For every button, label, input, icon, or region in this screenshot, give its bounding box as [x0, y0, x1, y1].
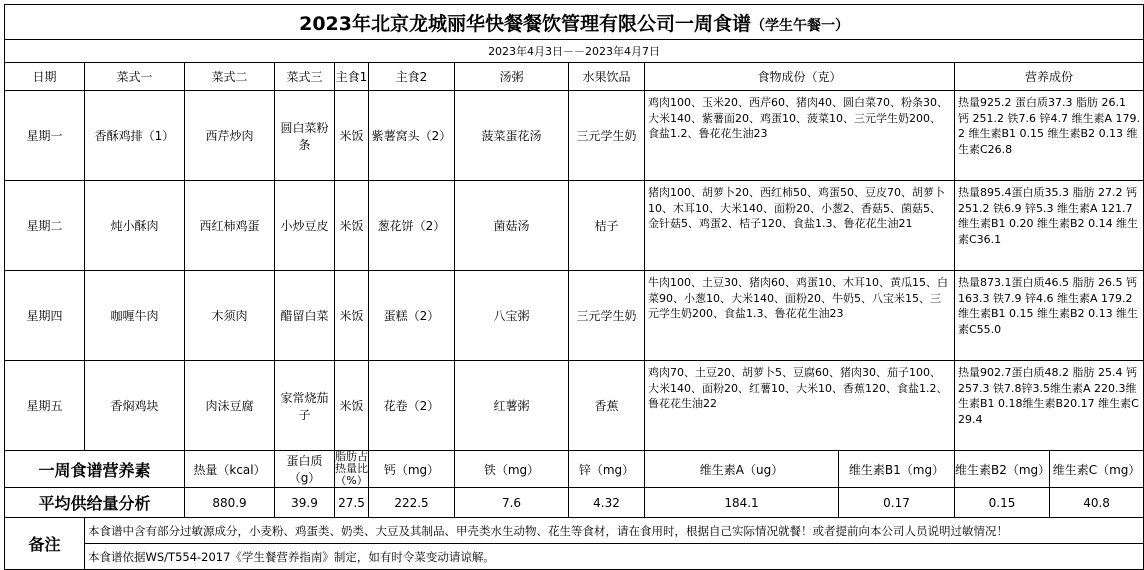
allergen-note: 本食谱中含有部分过敏源成分，小麦粉、鸡蛋类、奶类、大豆及其制品、甲壳类水生动物、花生等食材，请在食用时，根据自己实际情况就餐！或者提前向本公司人员说明过敏情况！ [85, 518, 1144, 544]
cell-ingredients: 猪肉100、胡萝卜20、西红柿50、鸡蛋50、豆皮70、胡萝卜10、木耳10、大米140、面粉20、小葱2、香菇5、菌菇5、金针菇5、鸡蛋2、桔子120、食盐1.3、鲁花花生油21 [645, 181, 955, 271]
cell-staple1: 米饭 [335, 181, 369, 271]
notes-label: 备注 [5, 518, 85, 570]
summary-val-fat-ratio: 27.5 [335, 488, 369, 518]
cell-day: 星期二 [5, 181, 85, 271]
cell-dish3: 小炒豆皮 [275, 181, 335, 271]
summary-val-vitamin-b2: 0.15 [955, 488, 1050, 518]
summary-val-vitamin-b1: 0.17 [839, 488, 955, 518]
header-nutrition: 营养成份 [955, 63, 1144, 91]
cell-dish2: 西红柿鸡蛋 [185, 181, 275, 271]
header-date: 日期 [5, 63, 85, 91]
summary-val-energy: 880.9 [185, 488, 275, 518]
cell-day: 星期一 [5, 91, 85, 181]
summary-col-iron: 铁（mg） [455, 451, 569, 488]
table-row [5, 361, 1144, 451]
cell-ingredients: 鸡肉100、玉米20、西芹60、猪肉40、圆白菜70、粉条30、大米140、紫薯面20、鸡蛋10、菠菜10、三元学生奶200、食盐1.2、鲁花花生油23 [645, 91, 955, 181]
cell-dish1: 咖喱牛肉 [85, 271, 185, 361]
cell-ingredients: 牛肉100、土豆30、猪肉60、鸡蛋10、木耳10、黄瓜15、白菜90、小葱10、大米140、面粉20、牛奶5、八宝米15、三元学生奶200、食盐1.3、鲁花花生油23 [645, 271, 955, 361]
summary-col-vitamin-a: 维生素A（ug） [645, 451, 839, 488]
cell-nutrition: 热量902.7蛋白质48.2 脂肪 25.4 钙257.3 铁7.8锌3.5维生素A 220.3维生素B1 0.18维生素B20.17 维生素C 29.4 [955, 361, 1144, 451]
cell-nutrition: 热量895.4蛋白质35.3 脂肪 27.2 钙 251.2 铁6.9 锌5.3 维生素A 121.7 维生素B1 0.20 维生素B2 0.14 维生素C36.1 [955, 181, 1144, 271]
cell-fruit: 三元学生奶 [569, 91, 645, 181]
summary-val-protein: 39.9 [275, 488, 335, 518]
table-row [5, 181, 1144, 271]
summary-col-calcium: 钙（mg） [369, 451, 455, 488]
header-staple2: 主食2 [369, 63, 455, 91]
summary-col-vitamin-b1: 维生素B1（mg） [839, 451, 955, 488]
cell-fruit: 香蕉 [569, 361, 645, 451]
note-row [5, 544, 1144, 570]
summary-col-vitamin-c: 维生素C（mg） [1050, 451, 1144, 488]
summary-col-protein: 蛋白质（g） [275, 451, 335, 488]
cell-staple2: 花卷（2） [369, 361, 455, 451]
cell-dish1: 香酥鸡排（1） [85, 91, 185, 181]
summary-val-calcium: 222.5 [369, 488, 455, 518]
cell-staple2: 紫薯窝头（2） [369, 91, 455, 181]
summary-col-zinc: 锌（mg） [569, 451, 645, 488]
summary-col-fat-ratio: 脂肪占热量比（%） [335, 450, 368, 487]
summary-val-vitamin-c: 40.8 [1050, 488, 1144, 518]
summary-val-iron: 7.6 [455, 488, 569, 518]
header-dish1: 菜式一 [85, 63, 185, 91]
cell-soup: 菌菇汤 [455, 181, 569, 271]
header-dish2: 菜式二 [185, 63, 275, 91]
header-staple1: 主食1 [335, 63, 369, 91]
summary-col-energy: 热量（kcal） [185, 451, 275, 488]
cell-dish2: 西芹炒肉 [185, 91, 275, 181]
summary-label-average: 平均供给量分析 [5, 488, 185, 518]
cell-staple1: 米饭 [335, 91, 369, 181]
standard-note: 本食谱依据WS/T554-2017《学生餐营养指南》制定，如有时令菜变动请谅解。 [85, 544, 1144, 570]
summary-header-row [5, 451, 1144, 488]
cell-staple2: 蛋糕（2） [369, 271, 455, 361]
cell-fruit: 桔子 [569, 181, 645, 271]
table-row [5, 271, 1144, 361]
cell-nutrition: 热量925.2 蛋白质37.3 脂肪 26.1 钙 251.2 铁7.6 锌4.7 维生素A 179.2 维生素B1 0.15 维生素B2 0.13 维生素C26.8 [955, 91, 1144, 181]
date-range: 2023年4月3日－－2023年4月7日 [5, 40, 1144, 63]
header-dish3: 菜式三 [275, 63, 335, 91]
table-row [5, 91, 1144, 181]
cell-dish2: 木须肉 [185, 271, 275, 361]
cell-dish3: 圆白菜粉条 [275, 91, 335, 181]
cell-staple2: 葱花饼（2） [369, 181, 455, 271]
header-row [5, 63, 1144, 91]
cell-dish3: 家常烧茄子 [275, 361, 335, 451]
cell-dish1: 炖小酥肉 [85, 181, 185, 271]
title-subtitle: （学生午餐一） [751, 17, 849, 34]
summary-val-vitamin-a: 184.1 [645, 488, 839, 518]
cell-soup: 菠菜蛋花汤 [455, 91, 569, 181]
cell-fruit: 三元学生奶 [569, 271, 645, 361]
summary-value-row [5, 488, 1144, 518]
header-soup: 汤粥 [455, 63, 569, 91]
cell-soup: 红薯粥 [455, 361, 569, 451]
summary-col-vitamin-b2: 维生素B2（mg） [955, 451, 1050, 488]
cell-dish2: 肉沫豆腐 [185, 361, 275, 451]
title-text: 2023年北京龙城丽华快餐餐饮管理有限公司一周食谱 [299, 12, 751, 35]
note-row [5, 518, 1144, 544]
cell-day: 星期五 [5, 361, 85, 451]
cell-dish3: 醋留白菜 [275, 271, 335, 361]
summary-val-zinc: 4.32 [569, 488, 645, 518]
summary-label-nutrients: 一周食谱营养素 [5, 451, 185, 488]
cell-dish1: 香焖鸡块 [85, 361, 185, 451]
header-ingredients: 食物成份（克） [645, 63, 955, 91]
header-fruit: 水果饮品 [569, 63, 645, 91]
page-title [5, 5, 1144, 40]
cell-day: 星期四 [5, 271, 85, 361]
cell-ingredients: 鸡肉70、土豆20、胡萝卜5、豆腐60、猪肉30、茄子100、大米140、面粉20、红薯10、大米10、香蕉120、食盐1.2、鲁花花生油22 [645, 361, 955, 451]
weekly-menu-table [4, 4, 1144, 570]
cell-staple1: 米饭 [335, 361, 369, 451]
cell-nutrition: 热量873.1蛋白质46.5 脂肪 26.5 钙 163.3 铁7.9 锌4.6 维生素A 179.2 维生素B1 0.15 维生素B2 0.13 维生素C55.0 [955, 271, 1144, 361]
cell-staple1: 米饭 [335, 271, 369, 361]
cell-soup: 八宝粥 [455, 271, 569, 361]
